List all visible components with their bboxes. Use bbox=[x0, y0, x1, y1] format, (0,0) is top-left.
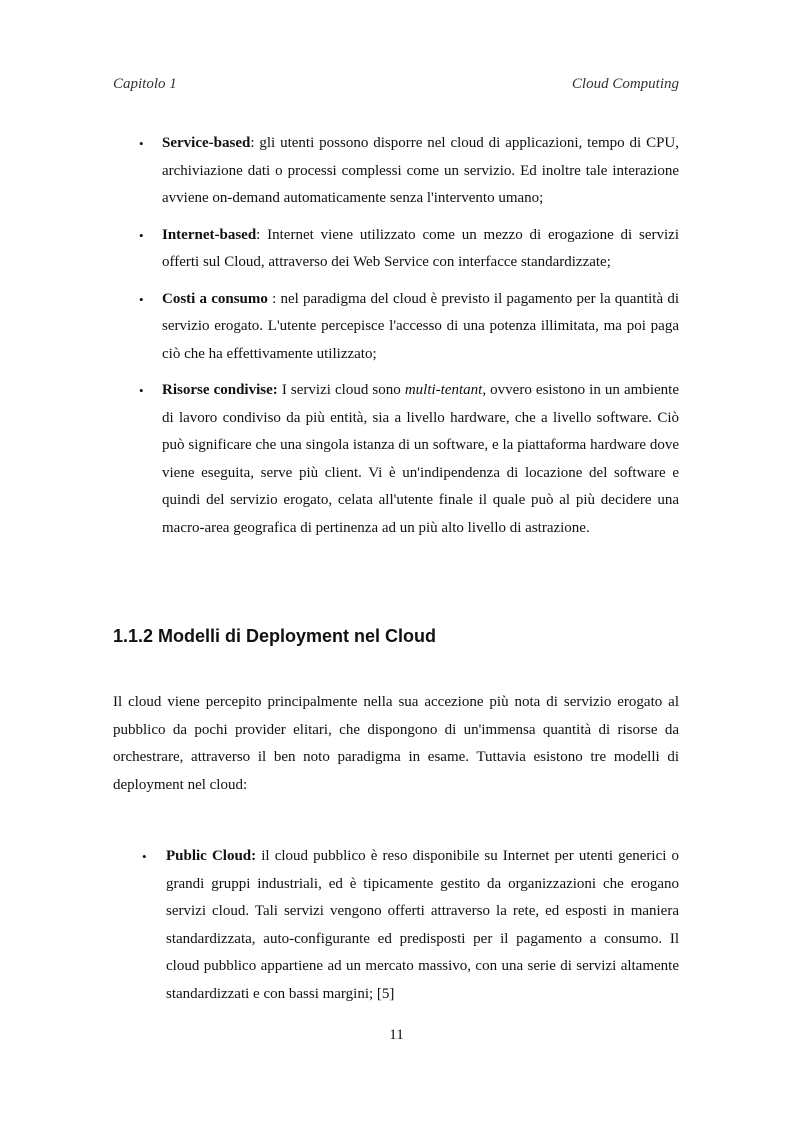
bullet-icon: • bbox=[139, 136, 144, 151]
feature-term: Service-based bbox=[162, 135, 251, 151]
feature-emphasis: multi-tentant bbox=[404, 382, 483, 398]
feature-text: gli utenti possono disporre nel cloud di applicazioni, tempo di CPU, archiviazione dati o processi complessi come un servizio. Ed inoltre tale interazione avviene on-demand automaticamente senza l'intervento umano; bbox=[162, 135, 680, 206]
bullet-icon: • bbox=[139, 383, 144, 398]
list-item bbox=[113, 377, 679, 542]
term-separator: : bbox=[250, 135, 260, 151]
feature-term: Risorse condivise: bbox=[162, 382, 278, 398]
term-separator: : bbox=[267, 290, 281, 307]
feature-text-before: I servizi cloud sono bbox=[281, 382, 405, 398]
feature-text: Internet viene utilizzato come un mezzo di erogazione di servizi offerti sul Cloud, attraverso dei Web Service con interfacce standardizzate; bbox=[162, 226, 679, 270]
feature-term: Internet-based bbox=[162, 226, 257, 243]
page-number: 11 bbox=[389, 1027, 404, 1043]
feature-term: Costi a consumo bbox=[162, 290, 268, 307]
deployment-models-list bbox=[113, 843, 679, 1008]
bullet-icon: • bbox=[139, 291, 144, 307]
model-text: il cloud pubblico è reso disponibile su Internet per utenti generici o grandi gruppi industriali, ed è tipicamente gestito da organizzazioni che erogano servizi cloud. Tali servizi vengono offerti attraverso la rete, ed esposti in maniera standardizzata, auto-configurante ed predisposti per il pagamento a consumo. Il cloud pubblico appartiene ad un mercato massivo, con una serie di servizi altamente standardizzati e con bassi margini; [5] bbox=[166, 848, 679, 1002]
bullet-icon: • bbox=[142, 849, 147, 864]
chapter-label: Capitolo 1 bbox=[113, 76, 177, 92]
term-separator: : bbox=[256, 226, 268, 243]
feature-text: nel paradigma del cloud è previsto il pagamento per la quantità di servizio erogato. L'utente percepisce l'accesso di una potenza illimitata, ma poi paga ciò che ha effettivamente utilizzato; bbox=[162, 290, 679, 362]
feature-text-after: , ovvero esistono in un ambiente di lavoro condiviso da più entità, sia a livello hardware, che a livello software. Ciò può significare che una singola istanza di un software, e la piattaforma hardware dove viene eseguita, serve più client. Vi è un'indipendenza di locazione del software e quindi del servizio erogato, celata all'utente finale il quale può al più decidere una macro-area geografica di pertinenza ad un più alto livello di astrazione. bbox=[162, 382, 679, 536]
list-item bbox=[113, 222, 679, 277]
running-title: Cloud Computing bbox=[571, 76, 679, 92]
section-heading: 1.1.2 Modelli di Deployment nel Cloud bbox=[113, 626, 437, 646]
bullet-icon: • bbox=[139, 227, 144, 243]
cloud-features-list bbox=[113, 130, 679, 551]
page-header bbox=[113, 76, 679, 96]
body-paragraph: Il cloud viene percepito principalmente nella sua accezione più nota di servizio erogato al pubblico da pochi provider elitari, che dispongono di un'immensa quantità di risorse da orchestrare, attraverso il ben noto paradigma in esame. Tuttavia esistono tre modelli di deployment nel cloud: bbox=[113, 694, 679, 793]
model-term: Public Cloud: bbox=[166, 848, 257, 864]
list-item bbox=[113, 286, 679, 369]
list-item bbox=[113, 130, 679, 213]
list-item bbox=[113, 843, 679, 1008]
